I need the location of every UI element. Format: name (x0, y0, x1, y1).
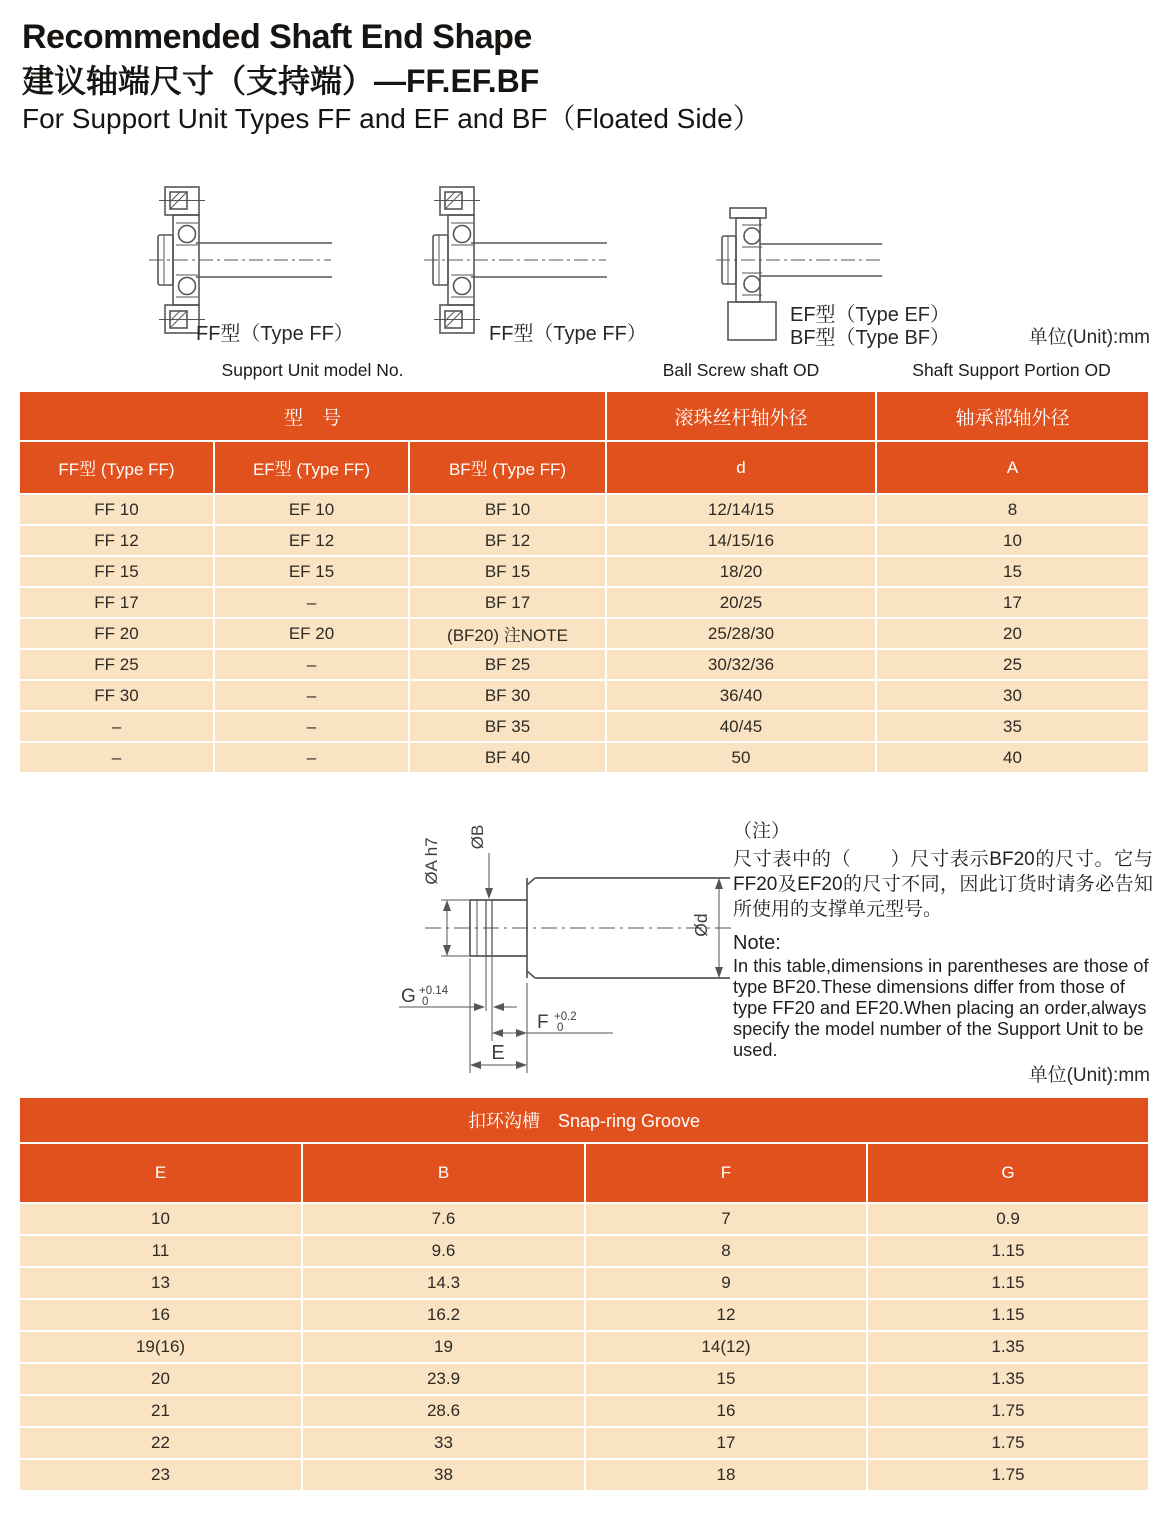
cell: BF 15 (409, 556, 606, 587)
cell: FF 20 (19, 618, 214, 649)
dim-label-e: E (491, 1042, 505, 1064)
cell: EF 12 (214, 525, 409, 556)
col-header-e: E (19, 1143, 302, 1203)
table-row (19, 680, 1149, 711)
table-row (19, 618, 1149, 649)
table2-title-row (19, 1097, 1149, 1143)
dim-label-g: G (401, 986, 416, 1007)
cell: 13 (19, 1267, 302, 1299)
cell: 25 (876, 649, 1149, 680)
table-row (19, 1331, 1149, 1363)
page-title-zh: 建议轴端尺寸（支持端）—FF.EF.BF (22, 63, 540, 99)
col-header-f: F (585, 1143, 867, 1203)
cell: 14.3 (302, 1267, 585, 1299)
cell: 40/45 (606, 711, 876, 742)
table-row (19, 742, 1149, 773)
cell: EF 10 (214, 494, 409, 525)
cell: 16 (585, 1395, 867, 1427)
caption-model-no: Support Unit model No. (221, 360, 404, 380)
cell: 16 (19, 1299, 302, 1331)
cell: 12 (585, 1299, 867, 1331)
cell: 18 (585, 1459, 867, 1491)
cell: BF 35 (409, 711, 606, 742)
cell: FF 25 (19, 649, 214, 680)
table-row (19, 494, 1149, 525)
cell: 1.15 (867, 1299, 1149, 1331)
cell: 23.9 (302, 1363, 585, 1395)
table-row (19, 587, 1149, 618)
cell: 20 (19, 1363, 302, 1395)
cell: 9.6 (302, 1235, 585, 1267)
cell: 25/28/30 (606, 618, 876, 649)
cell: 0.9 (867, 1203, 1149, 1235)
dim-g-tol-lower: 0 (422, 996, 429, 1008)
group-header-row (19, 391, 1149, 441)
cell: 7.6 (302, 1203, 585, 1235)
cell: – (214, 711, 409, 742)
cell: 1.15 (867, 1235, 1149, 1267)
table-row (19, 1363, 1149, 1395)
cell: 50 (606, 742, 876, 773)
cell: – (214, 680, 409, 711)
col-header-b: B (302, 1143, 585, 1203)
snap-ring-groove-table (18, 1096, 1150, 1492)
group-header-support-od: 轴承部轴外径 (876, 391, 1149, 441)
cell: 8 (876, 494, 1149, 525)
cell: 18/20 (606, 556, 876, 587)
cell: BF 25 (409, 649, 606, 680)
cell: 1.15 (867, 1267, 1149, 1299)
cell: 11 (19, 1235, 302, 1267)
note-title-zh: （注） (733, 821, 791, 842)
col-header-g: G (867, 1143, 1149, 1203)
drawing-label-bf: BF型（Type BF） (790, 327, 951, 349)
cell: 1.75 (867, 1395, 1149, 1427)
cell: FF 30 (19, 680, 214, 711)
cell: 15 (585, 1363, 867, 1395)
cell: 1.75 (867, 1459, 1149, 1491)
table-row (19, 1459, 1149, 1491)
note-title-en: Note: (733, 932, 781, 954)
cell: 12/14/15 (606, 494, 876, 525)
table-row (19, 1267, 1149, 1299)
cell: 14(12) (585, 1331, 867, 1363)
dim-label-a: ØA h7 (422, 837, 441, 885)
table2-title: 扣环沟槽 Snap-ring Groove (19, 1097, 1149, 1143)
cell: 15 (876, 556, 1149, 587)
table-row (19, 556, 1149, 587)
cell: 17 (876, 587, 1149, 618)
cell: EF 20 (214, 618, 409, 649)
drawing-label-ef: EF型（Type EF） (790, 304, 951, 326)
table-row (19, 1395, 1149, 1427)
cell: BF 17 (409, 587, 606, 618)
cell: 16.2 (302, 1299, 585, 1331)
col-header-bf: BF型 (Type FF) (409, 441, 606, 494)
cell: FF 10 (19, 494, 214, 525)
cell: FF 12 (19, 525, 214, 556)
dim-label-d: Ød (691, 913, 711, 937)
cell: 21 (19, 1395, 302, 1427)
cell: 38 (302, 1459, 585, 1491)
cell: BF 12 (409, 525, 606, 556)
cell: 7 (585, 1203, 867, 1235)
note-block (733, 816, 1153, 1061)
cell: 40 (876, 742, 1149, 773)
dim-f-tol-lower: 0 (557, 1022, 564, 1034)
table-row (19, 1203, 1149, 1235)
cell: 35 (876, 711, 1149, 742)
cell: 20 (876, 618, 1149, 649)
cell: 9 (585, 1267, 867, 1299)
cell: – (19, 742, 214, 773)
cell: BF 10 (409, 494, 606, 525)
column-header-row (19, 441, 1149, 494)
group-header-screw-od: 滚珠丝杆轴外径 (606, 391, 876, 441)
note-body-zh: 尺寸表中的（ ）尺寸表示BF20的尺寸。它与FF20及EF20的尺寸不同，因此订货时请务必告知所使用的支撑单元型号。 (733, 849, 1153, 920)
cell: 1.35 (867, 1331, 1149, 1363)
cell: 17 (585, 1427, 867, 1459)
table-row (19, 1299, 1149, 1331)
cell: 14/15/16 (606, 525, 876, 556)
cell: 33 (302, 1427, 585, 1459)
cell: 19(16) (19, 1331, 302, 1363)
col-header-d: d (606, 441, 876, 494)
cell: 10 (19, 1203, 302, 1235)
cell: 1.35 (867, 1363, 1149, 1395)
unit-label-top: 单位(Unit):mm (1028, 327, 1150, 348)
page-title: Recommended Shaft End Shape (22, 18, 532, 56)
unit-label-bottom: 单位(Unit):mm (1028, 1065, 1150, 1086)
cell: EF 15 (214, 556, 409, 587)
cell: 8 (585, 1235, 867, 1267)
dim-f-tol-upper: +0.2 (554, 1011, 577, 1023)
caption-shaft-od: Ball Screw shaft OD (662, 360, 820, 380)
col-header-ef: EF型 (Type FF) (214, 441, 409, 494)
page-subtitle: For Support Unit Types FF and EF and BF（Floated Side） (22, 103, 761, 134)
cell: (BF20) 注NOTE (409, 618, 606, 649)
cell: FF 15 (19, 556, 214, 587)
column-header-row (19, 1143, 1149, 1203)
col-header-ff: FF型 (Type FF) (19, 441, 214, 494)
cell: BF 30 (409, 680, 606, 711)
cell: 22 (19, 1427, 302, 1459)
cell: 1.75 (867, 1427, 1149, 1459)
cell: – (214, 587, 409, 618)
shaft-end-dimension-figure (385, 815, 745, 1090)
dim-label-b: ØB (468, 824, 487, 850)
support-unit-table (18, 390, 1150, 774)
cell: – (214, 742, 409, 773)
cell: 10 (876, 525, 1149, 556)
dim-label-f: F (537, 1012, 549, 1033)
cell: 20/25 (606, 587, 876, 618)
cell: 30/32/36 (606, 649, 876, 680)
dim-g-tol-upper: +0.14 (419, 985, 449, 997)
drawing-label-ff-2: FF型（Type FF） (489, 323, 647, 345)
cell: 19 (302, 1331, 585, 1363)
table-row (19, 525, 1149, 556)
cell: 36/40 (606, 680, 876, 711)
cell: 28.6 (302, 1395, 585, 1427)
table-row (19, 649, 1149, 680)
col-header-a: A (876, 441, 1149, 494)
cell: 23 (19, 1459, 302, 1491)
cell: BF 40 (409, 742, 606, 773)
table-row (19, 1235, 1149, 1267)
cell: FF 17 (19, 587, 214, 618)
table-row (19, 1427, 1149, 1459)
note-body-en: In this table,dimensions in parentheses are those of type BF20.These dimensions differ from those of type FF20 and EF20.When placing an order,always specify the model number of the Support Unit to be used. (733, 956, 1149, 1060)
group-header-model: 型 号 (19, 391, 606, 441)
caption-support-od: Shaft Support Portion OD (912, 360, 1111, 380)
cell: – (214, 649, 409, 680)
cell: 30 (876, 680, 1149, 711)
table-row (19, 711, 1149, 742)
drawing-label-ff-1: FF型（Type FF） (196, 323, 354, 345)
cell: – (19, 711, 214, 742)
